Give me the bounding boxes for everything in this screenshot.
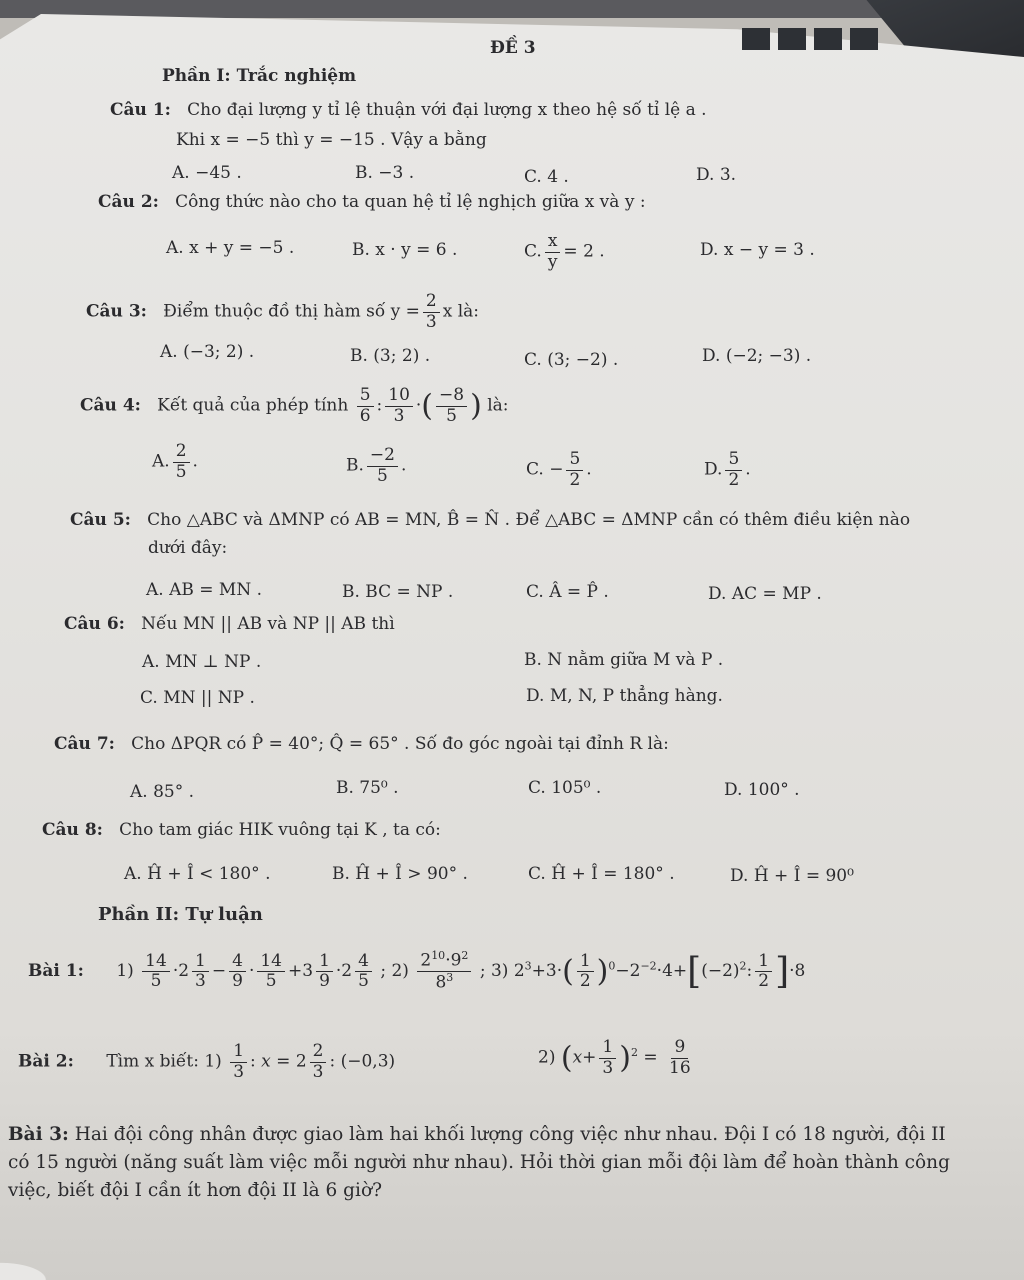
q1-option-d: D. 3. bbox=[696, 165, 737, 185]
q3-option-d: D. (−2; −3) . bbox=[702, 346, 812, 366]
q2: Câu 2: Công thức nào cho ta quan hệ tỉ lệ nghịch giữa x và y : bbox=[98, 192, 646, 212]
q2-option-b: B. x · y = 6 . bbox=[352, 240, 458, 260]
page-title: ĐỀ 3 bbox=[490, 38, 536, 58]
q1-option-a: A. −45 . bbox=[172, 163, 242, 183]
q8: Câu 8: Cho tam giác HIK vuông tại K , ta có: bbox=[42, 820, 441, 840]
q5-option-d: D. AC = MP . bbox=[708, 584, 822, 604]
q8-option-a: A. Ĥ + Î < 180° . bbox=[124, 864, 271, 884]
q4: Câu 4: Kết quả của phép tính $\frac{5}{6}$ : $\frac{10}{3}$ ·( $\frac{-8}{5}$ ) là: bbox=[80, 385, 509, 426]
header-marks bbox=[742, 28, 878, 50]
q4-option-a: A. $\frac{2}{5}$ . bbox=[152, 441, 198, 482]
q6: Câu 6: Nếu MN || AB và NP || AB thì bbox=[64, 614, 395, 634]
bai3-line1: Bài 3: Hai đội công nhân được giao làm hai khối lượng công việc như nhau. Đội I có 18 người, đội II bbox=[8, 1124, 946, 1145]
q6-option-a: A. MN ⊥ NP . bbox=[142, 652, 262, 672]
q4-option-d: D. $\frac{5}{2}$ . bbox=[704, 449, 751, 490]
q5-option-c: C. Â = P̂ . bbox=[526, 582, 609, 602]
bai3-line3: việc, biết đội I cần ít hơn đội II là 6 giờ? bbox=[8, 1180, 383, 1201]
q1: Câu 1: Cho đại lượng y tỉ lệ thuận với đại lượng x theo hệ số tỉ lệ a . bbox=[110, 100, 707, 120]
bai2-part2: 2) (x+ $\frac{1}{3}$ )$^2$ = $\frac{9}{16}$ bbox=[538, 1037, 691, 1078]
bai3-line2: có 15 người (năng suất làm việc mỗi người như nhau). Hỏi thời gian mỗi đội làm để hoàn thành công bbox=[8, 1152, 950, 1173]
q5-option-b: B. BC = NP . bbox=[342, 582, 454, 602]
q5: Câu 5: Cho △ABC và ΔMNP có AB = MN, B̂ = N̂ . Để △ABC = ΔMNP cần có thêm điều kiện nào bbox=[70, 510, 911, 530]
q2-option-a: A. x + y = −5 . bbox=[166, 238, 295, 258]
q7-option-c: C. 105⁰ . bbox=[528, 778, 602, 798]
q2-option-d: D. x − y = 3 . bbox=[700, 240, 815, 260]
bai2: Bài 2: Tìm x biết: 1) $\frac{1}{3}$ : x = 2 $\frac{2}{3}$ : (−0,3) bbox=[18, 1041, 396, 1082]
q3: Câu 3: Điểm thuộc đồ thị hàm số y = $\frac{2}{3}$ x là: bbox=[86, 291, 480, 332]
q1-text2: Khi x = −5 thì y = −15 . Vậy a bằng bbox=[176, 130, 487, 150]
q7-option-d: D. 100° . bbox=[724, 780, 800, 800]
q5-option-a: A. AB = MN . bbox=[146, 580, 262, 600]
q2-option-c: C. $\frac{x}{y}$ = 2 . bbox=[524, 231, 605, 272]
q6-option-d: D. M, N, P thẳng hàng. bbox=[526, 686, 723, 706]
q4-option-c: C. − $\frac{5}{2}$ . bbox=[526, 449, 592, 490]
q6-option-b: B. N nằm giữa M và P . bbox=[524, 650, 724, 670]
q1-option-b: B. −3 . bbox=[355, 163, 415, 183]
q7: Câu 7: Cho ΔPQR có P̂ = 40°; Q̂ = 65° . Số đo góc ngoài tại đỉnh R là: bbox=[54, 734, 669, 754]
q7-option-a: A. 85° . bbox=[130, 782, 195, 802]
part1-title: Phần I: Trắc nghiệm bbox=[162, 66, 357, 86]
paper-curl bbox=[0, 1250, 80, 1280]
bai1: Bài 1: 1) $\frac{14}{5}$ ·2 $\frac{1}{3}$ − $\frac{4}{9}$ · $\frac{14}{5}$ +3 $\frac{1}{9}$ ·2 $\frac{4}{5}$ ; 2) $\frac{2^{10}\cdot 9^2}{8^3}$ ; 3) $2^3+3\cdot$( $\frac{1}{2}$ )$^0-2^{-2}\cdot 4+[(-2)^2$: $\frac{1}{2}$ ]·8 bbox=[28, 949, 806, 993]
q6-option-c: C. MN || NP . bbox=[140, 688, 255, 708]
q1-option-c: C. 4 . bbox=[524, 167, 569, 187]
q3-option-a: A. (−3; 2) . bbox=[160, 342, 255, 362]
q3-option-b: B. (3; 2) . bbox=[350, 346, 431, 366]
q7-option-b: B. 75⁰ . bbox=[336, 778, 399, 798]
q8-option-d: D. Ĥ + Î = 90⁰ bbox=[730, 866, 854, 886]
q3-option-c: C. (3; −2) . bbox=[524, 350, 619, 370]
q4-option-b: B. $\frac{-2}{5}$ . bbox=[346, 445, 407, 486]
q8-option-c: C. Ĥ + Î = 180° . bbox=[528, 864, 675, 884]
part2-title: Phần II: Tự luận bbox=[98, 904, 263, 925]
q8-option-b: B. Ĥ + Î > 90° . bbox=[332, 864, 468, 884]
q5-text2: dưới đây: bbox=[148, 538, 228, 558]
